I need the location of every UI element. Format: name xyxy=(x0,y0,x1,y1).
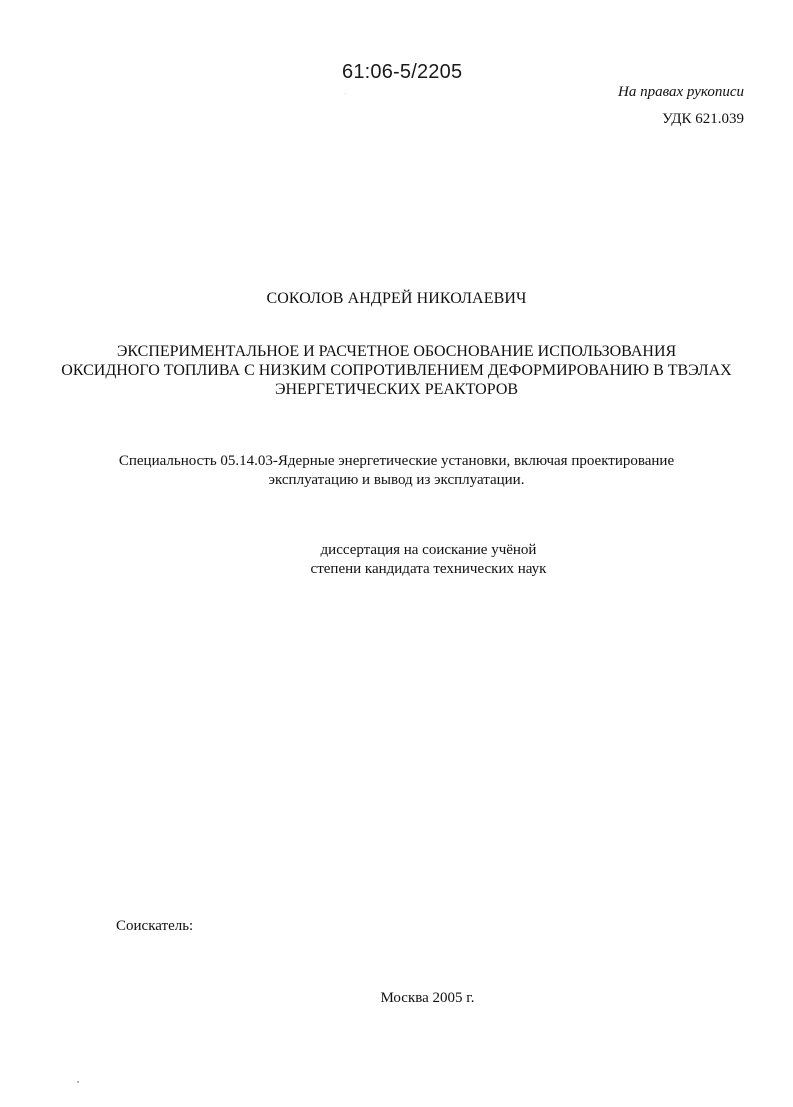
specialty-line: эксплуатацию и вывод из эксплуатации. xyxy=(268,472,525,488)
degree-line: степени кандидата технических наук xyxy=(310,561,547,577)
manuscript-rights-note: На правах рукописи xyxy=(618,84,744,100)
degree-statement xyxy=(0,541,793,579)
scan-speck xyxy=(77,1081,79,1083)
degree-line: диссертация на соискание учёной xyxy=(320,542,537,558)
title-line: ЭКСПЕРИМЕНТАЛЬНОЕ И РАСЧЕТНОЕ ОБОСНОВАНИЕ ИСПОЛЬЗОВАНИЯ xyxy=(116,343,677,360)
specialty-line: Специальность 05.14.03-Ядерные энергетические установки, включая проектирование xyxy=(118,453,675,469)
city-year: Москва 2005 г. xyxy=(380,990,475,1006)
author-name: СОКОЛОВ АНДРЕЙ НИКОЛАЕВИЧ xyxy=(266,290,527,307)
dissertation-title xyxy=(0,342,793,399)
scan-speck xyxy=(345,93,346,94)
archive-stamp-number: 61:06-5/2205 xyxy=(342,61,463,83)
title-line: ОКСИДНОГО ТОПЛИВА С НИЗКИМ СОПРОТИВЛЕНИЕМ ДЕФОРМИРОВАНИЮ В ТВЭЛАХ xyxy=(61,362,732,379)
title-line: ЭНЕРГЕТИЧЕСКИХ РЕАКТОРОВ xyxy=(274,381,519,398)
specialty-statement xyxy=(0,452,793,490)
udk-code: УДК 621.039 xyxy=(662,111,744,127)
applicant-label: Соискатель: xyxy=(116,918,194,934)
